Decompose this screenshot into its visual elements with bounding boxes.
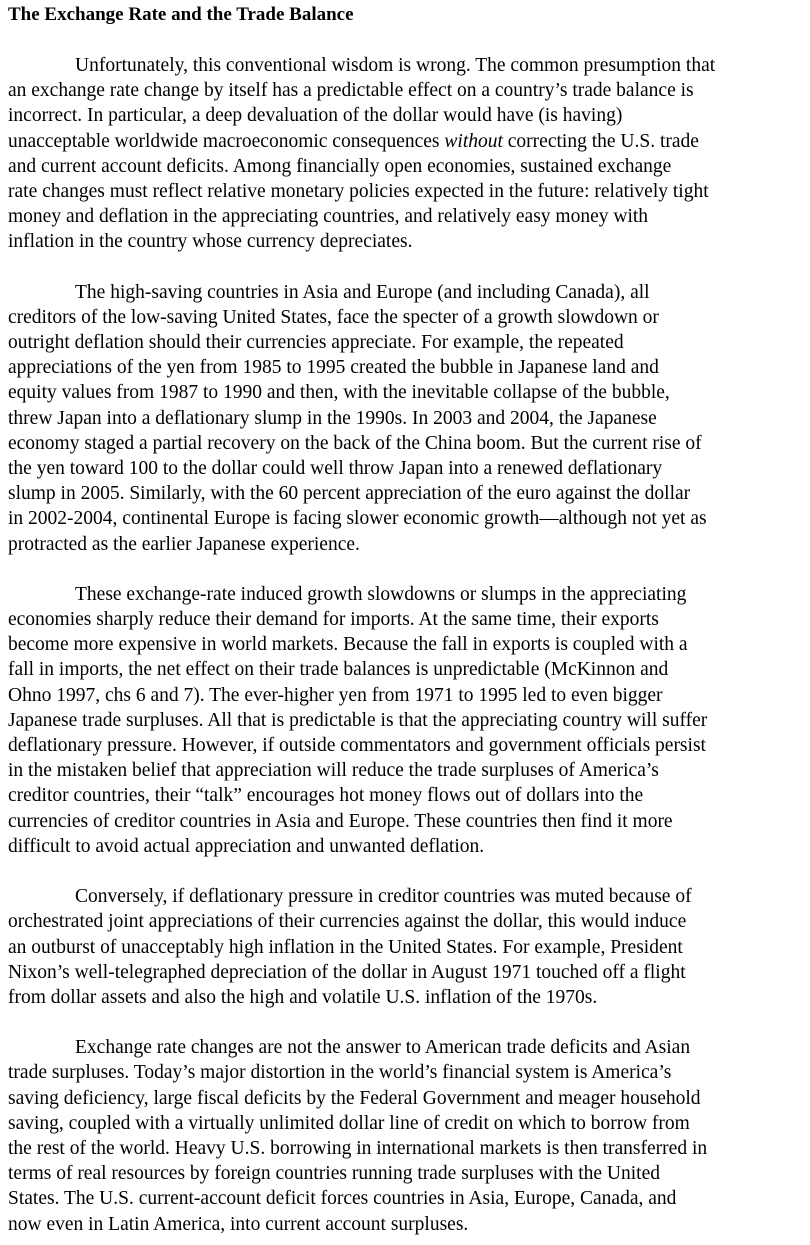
paragraph-2 (8, 280, 800, 557)
text-line: equity values from 1987 to 1990 and then, with the inevitable collapse of the bubble, (8, 382, 670, 404)
text-line: saving deficiency, large fiscal deficits by the Federal Government and meager household (8, 1087, 701, 1109)
text-line: terms of real resources by foreign countries running trade surpluses with the United (8, 1163, 660, 1185)
text-line: an outburst of unacceptably high inflation in the United States. For example, President (8, 936, 683, 958)
text-line: Conversely, if deflationary pressure in creditor countries was muted because of (75, 886, 692, 908)
text-line: slump in 2005. Similarly, with the 60 percent appreciation of the euro against the dollar (8, 483, 691, 505)
text-line: in 2002-2004, continental Europe is facing slower economic growth—although not yet as (8, 508, 707, 530)
text-line: Ohno 1997, chs 6 and 7). The ever-higher yen from 1971 to 1995 led to even bigger (8, 684, 663, 706)
text-line: fall in imports, the net effect on their trade balances is unpredictable (McKinnon and (8, 659, 669, 681)
text-line: saving, coupled with a virtually unlimited dollar line of credit on which to borrow from (8, 1112, 690, 1134)
emphasized-word: without (444, 130, 503, 152)
section-heading: The Exchange Rate and the Trade Balance (8, 4, 354, 25)
text-line: protracted as the earlier Japanese experience. (8, 533, 360, 555)
text-line: now even in Latin America, into current account surpluses. (8, 1213, 469, 1235)
text-line: The high-saving countries in Asia and Europe (and including Canada), all (75, 281, 650, 303)
text-line: orchestrated joint appreciations of their currencies against the dollar, this would induce (8, 911, 687, 933)
text-line: appreciations of the yen from 1985 to 1995 created the bubble in Japanese land and (8, 357, 659, 379)
text-fragment: unacceptable worldwide macroeconomic consequences (8, 130, 445, 152)
text-line: threw Japan into a deflationary slump in the 1990s. In 2003 and 2004, the Japanese (8, 407, 657, 429)
document-page (8, 0, 800, 1237)
text-line: the rest of the world. Heavy U.S. borrowing in international markets is then transferred in (8, 1137, 708, 1159)
paragraph-4 (8, 884, 800, 1010)
text-line: rate changes must reflect relative monetary policies expected in the future: relatively tight (8, 181, 709, 203)
text-line: Exchange rate changes are not the answer to American trade deficits and Asian (75, 1037, 691, 1059)
text-line: trade surpluses. Today’s major distortion in the world’s financial system is America’s (8, 1062, 672, 1084)
text-fragment: correcting the U.S. trade (502, 130, 699, 152)
text-line: an exchange rate change by itself has a predictable effect on a country’s trade balance is (8, 80, 694, 102)
paragraph-3 (8, 582, 800, 859)
text-line: the yen toward 100 to the dollar could well throw Japan into a renewed deflationary (8, 458, 663, 480)
text-line: Japanese trade surpluses. All that is predictable is that the appreciating country will suffer (8, 709, 708, 731)
text-line: currencies of creditor countries in Asia and Europe. These countries then find it more (8, 810, 673, 832)
text-line: money and deflation in the appreciating countries, and relatively easy money with (8, 206, 649, 228)
text-line: Nixon’s well-telegraphed depreciation of the dollar in August 1971 touched off a flight (8, 961, 686, 983)
text-line: creditor countries, their “talk” encourages hot money flows out of dollars into the (8, 785, 644, 807)
text-line: inflation in the country whose currency depreciates. (8, 231, 413, 253)
text-line: in the mistaken belief that appreciation will reduce the trade surpluses of America’s (8, 760, 659, 782)
text-line-with-emphasis (8, 129, 800, 154)
text-line: Unfortunately, this conventional wisdom is wrong. The common presumption that (75, 55, 716, 76)
text-line: deflationary pressure. However, if outside commentators and government officials persist (8, 735, 706, 757)
text-line: creditors of the low-saving United States, face the specter of a growth slowdown or (8, 306, 659, 328)
text-line: States. The U.S. current-account deficit forces countries in Asia, Europe, Canada, and (8, 1188, 677, 1210)
text-line: economy staged a partial recovery on the back of the China boom. But the current rise of (8, 432, 702, 454)
text-line: difficult to avoid actual appreciation and unwanted deflation. (8, 835, 485, 857)
text-line: from dollar assets and also the high and volatile U.S. inflation of the 1970s. (8, 986, 598, 1008)
paragraph-1 (8, 53, 800, 255)
text-line: economies sharply reduce their demand for imports. At the same time, their exports (8, 609, 659, 631)
text-line: become more expensive in world markets. Because the fall in exports is coupled with a (8, 634, 688, 656)
text-line: incorrect. In particular, a deep devaluation of the dollar would have (is having) (8, 105, 623, 127)
text-line: and current account deficits. Among financially open economies, sustained exchange (8, 155, 672, 177)
text-line: These exchange-rate induced growth slowdowns or slumps in the appreciating (75, 583, 687, 605)
text-line: outright deflation should their currencies appreciate. For example, the repeated (8, 332, 624, 354)
paragraph-5 (8, 1035, 800, 1237)
